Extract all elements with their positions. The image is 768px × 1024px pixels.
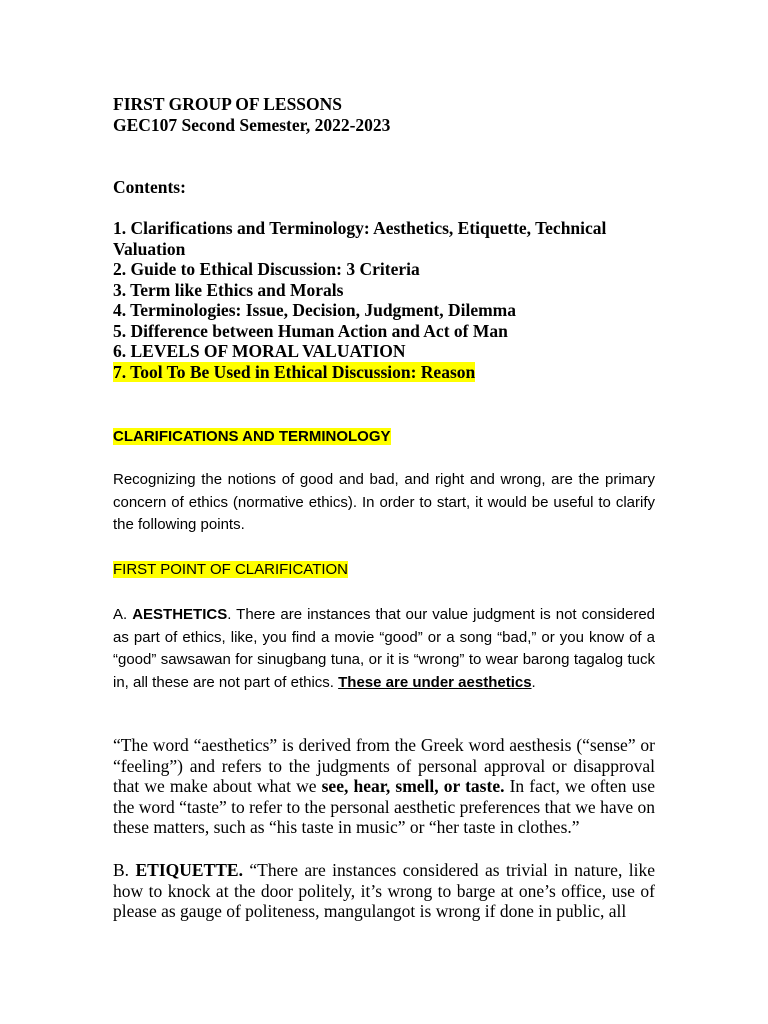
contents-item-4: 4. Terminologies: Issue, Decision, Judgment, Dilemma [113,300,516,320]
contents-item-6: 6. LEVELS OF MORAL VALUATION [113,341,406,361]
contents-item-5: 5. Difference between Human Action and Act of Man [113,320,508,341]
contents-item-2: 2. Guide to Ethical Discussion: 3 Criteria [113,259,420,279]
contents-item-3: 3. Term like Ethics and Morals [113,279,344,300]
etiquette-term: ETIQUETTE. [135,860,243,880]
contents-item-7-highlight: 7. Tool To Be Used in Ethical Discussion: Reason [113,361,476,382]
document-header [113,94,655,135]
point-heading [113,559,655,582]
section-heading [113,426,655,449]
point-heading-text: FIRST POINT OF CLARIFICATION [113,561,349,578]
aesthetics-end: . [531,673,536,691]
quote-part-2: In fact, we often use the word “taste” to refer to the personal aesthetic preferences that we have on these matters, such as “his taste in music” or “her taste in clothes.” [113,776,655,837]
section-heading-text: CLARIFICATIONS AND TERMINOLOGY [113,428,391,445]
aesthetics-emphasis: These are under aesthetics [338,673,532,691]
aesthetics-term: AESTHETICS [132,606,228,623]
contents-item-1: 1. Clarifications and Terminology: Aesthetics, Etiquette, Technical Valuation [113,218,607,259]
quote-bold: see, hear, smell, or taste. [321,776,505,796]
document-title: FIRST GROUP OF LESSONS [113,94,343,114]
aesthetics-prefix: A. [113,606,133,623]
etiquette-text: “There are instances considered as trivial in nature, like how to knock at the door politely, it’s wrong to barge at one’s office, use of please as gauge of politeness, mangulangot is wrong if done in public, all [113,860,655,921]
quote-part-1: “The word “aesthetics” is derived from the Greek word aesthesis (“sense” or “feeling”) and refers to the judgments of personal approval or disapproval that we make about what we [113,735,655,796]
aesthetics-paragraph [113,604,655,694]
contents-list [113,218,655,382]
aesthetics-quote [113,735,655,838]
etiquette-prefix: B. [113,860,136,880]
aesthetics-text: . There are instances that our value judgment is not considered as part of ethics, like, you find a movie “good” or a song “bad,” or you know of a “good” sawsawan for sinugbang tuna, or it is “wrong” to wear barong tagalog tuck in, all these are not part of ethics. [113,606,656,691]
intro-paragraph: Recognizing the notions of good and bad, and right and wrong, are the primary concern of ethics (normative ethics). In order to start, it would be useful to clarify the following points. [113,471,655,533]
document-subtitle: GEC107 Second Semester, 2022-2023 [113,114,391,135]
etiquette-paragraph [113,860,655,922]
contents-heading: Contents: [113,177,186,197]
contents-item-7 [113,362,655,383]
